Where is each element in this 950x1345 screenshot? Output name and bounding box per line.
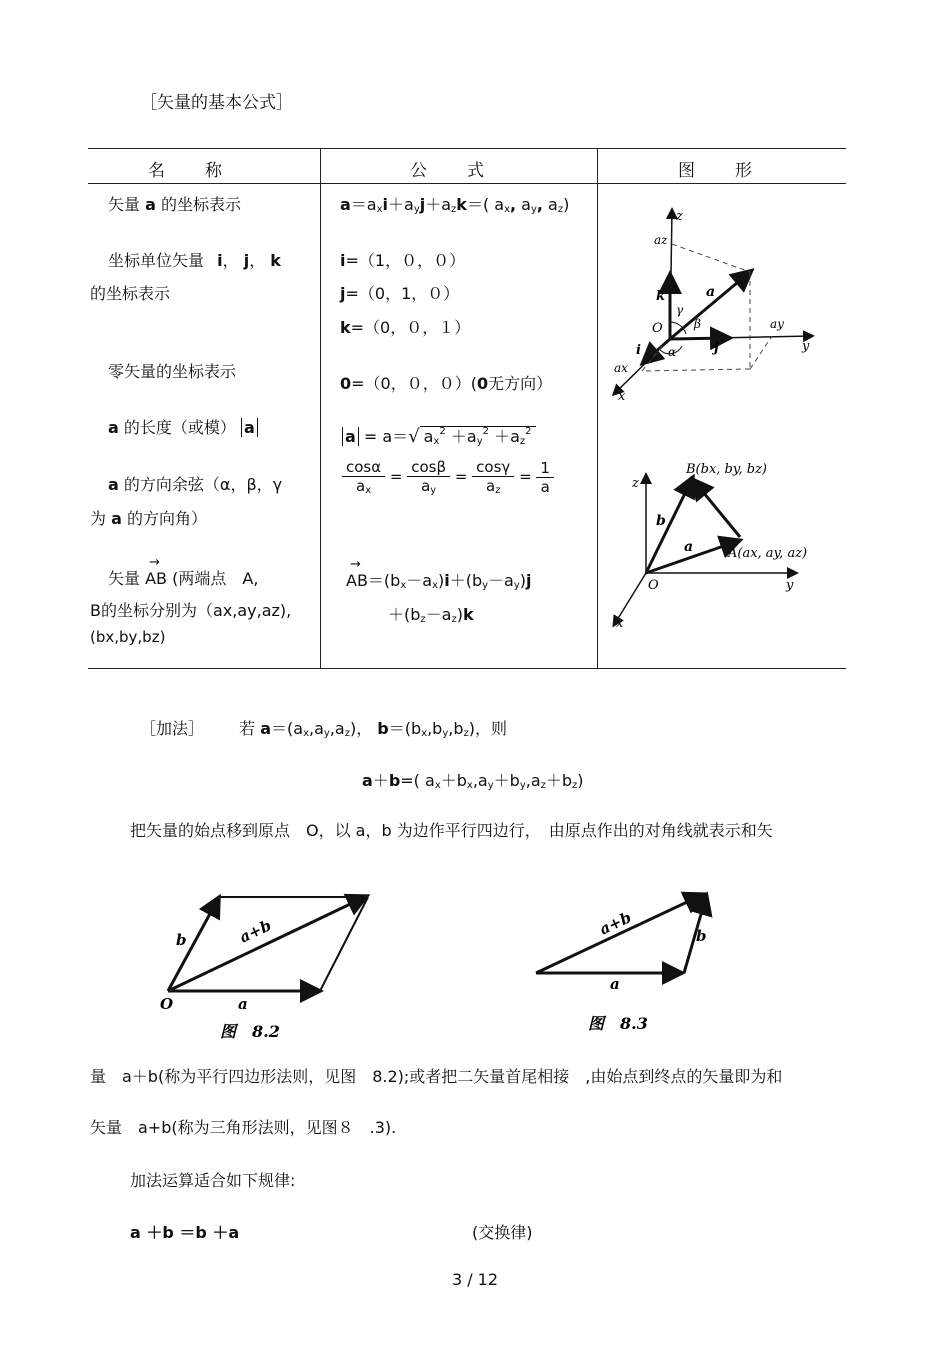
row-ab-label: 矢量 → AB (两端点 A, — [108, 566, 258, 589]
label-b: b — [176, 931, 187, 949]
row-length-label: a 的长度（或模） a — [108, 415, 258, 438]
addition-para-1: 把矢量的始点移到原点 O，以 a，b 为边作平行四边行， 由原点作出的对角线就表示和矢 — [130, 821, 773, 840]
row-cos-label-2: 为 a 的方向角） — [90, 509, 208, 528]
label-sum: a+b — [236, 916, 275, 947]
header-name: 名 称 — [148, 161, 224, 181]
row-zero-formula: 0=（0，０，０）(0无方向） — [340, 374, 553, 393]
label-O: O — [160, 995, 174, 1013]
label-ax: ax — [614, 361, 628, 375]
label-k: k — [656, 289, 666, 304]
label-beta: β — [694, 317, 701, 331]
label-O: O — [648, 578, 659, 593]
vector-i — [644, 339, 670, 362]
row-ab-formula: → $AB=(b_x-a_x)i+(b_y-a_y)j$ — [346, 568, 532, 591]
label-x: x — [618, 389, 626, 404]
row-length-formula: a = a＝√ $a_x^2 +a_y^2 +a_z^2$ — [342, 424, 536, 447]
row-cos-formula: $\frac{\cos\alpha}{a_x}$ = $\frac{\cos\beta}{a_y}$ = $\frac{\cos\gamma}{a_z}$ = $\frac{1}{a}$ — [342, 458, 554, 496]
row-coord-formula: $a=a_xi+a_yj+a_zk=$( $a_x$, $a_y$, $a_z$) — [340, 195, 570, 215]
label-a: a — [610, 975, 620, 993]
section-title: ［矢量的基本公式］ — [140, 93, 293, 113]
row-zero-label: 零矢量的坐标表示 — [108, 362, 237, 381]
vector-j — [670, 338, 728, 339]
figure-8-2 — [150, 885, 380, 1045]
vector-sum — [168, 897, 365, 991]
figure-8-3 — [530, 885, 730, 1035]
label-z: z — [676, 209, 683, 224]
figure-3d-coordinates — [600, 204, 820, 404]
table-col-divider-1 — [320, 148, 321, 668]
label-z: z — [632, 476, 639, 491]
table-bottom-border — [88, 668, 846, 669]
table-top-border — [88, 148, 846, 149]
row-ab-label-2: B的坐标分别为（ax,ay,az), — [90, 601, 292, 620]
addition-intro: ［加法］ 若 $a=(a_x,a_y,a_z)$， $b=(b_x,b_y,b_z)$，则 — [140, 719, 507, 739]
caption-fig-8-2: 图 8.2 — [220, 1022, 280, 1041]
label-gamma: γ — [676, 303, 684, 317]
addition-formula: a＋b=( $a_x+b_x,a_y+b_y,a_z+b_z$) — [362, 771, 584, 791]
label-a: a — [684, 539, 694, 555]
label-ay: ay — [770, 317, 784, 331]
table-col-divider-2 — [597, 148, 598, 668]
row-coord-label: 矢量 a 的坐标表示 — [108, 195, 242, 214]
row-ab-label-3: (bx,by,bz) — [90, 628, 166, 646]
page-number: 3 / 12 — [451, 1270, 499, 1289]
row-unit-label: 坐标单位矢量 i， j， k — [108, 251, 281, 270]
label-y: y — [786, 578, 794, 593]
label-j: j — [714, 341, 719, 356]
label-B: B(bx, by, bz) — [686, 462, 767, 477]
label-az: az — [654, 233, 668, 247]
commutative-law-name: (交换律) — [472, 1223, 533, 1242]
row-unit-label-2: 的坐标表示 — [90, 284, 171, 303]
addition-para-3: 矢量 a+b(称为三角形法则，见图８ .3). — [90, 1118, 397, 1137]
header-formula: 公 式 — [410, 161, 486, 181]
label-sum: a+b — [596, 908, 635, 939]
caption-fig-8-3: 图 8.3 — [588, 1014, 648, 1033]
row-cos-label: a 的方向余弦（α，β，γ — [108, 475, 283, 494]
row-unit-formula-k: k=（0，０，１） — [340, 318, 471, 337]
label-i: i — [636, 343, 641, 358]
label-y: y — [802, 339, 810, 354]
row-unit-formula-i: i=（1，０，０） — [340, 251, 466, 270]
label-O: O — [652, 321, 663, 336]
addition-para-4: 加法运算适合如下规律: — [130, 1171, 296, 1190]
label-x: x — [616, 616, 624, 631]
label-a: a — [238, 995, 248, 1013]
label-A: A(ax, ay, az) — [728, 546, 808, 561]
row-unit-formula-j: j=（0，1，０） — [340, 284, 460, 303]
label-alpha: α — [668, 345, 677, 359]
addition-para-2: 量 a＋b(称为平行四边形法则，见图 8.2);或者把二矢量首尾相接 ,由始点到终点的矢量即为和 — [90, 1067, 783, 1086]
table-header-border — [88, 183, 846, 184]
parallelogram-right — [320, 897, 368, 991]
row-ab-formula-2: $+(b_z-a_z)k$ — [388, 605, 474, 625]
vector-sum — [536, 895, 702, 973]
label-b: b — [696, 927, 707, 945]
commutative-law-formula: a ＋b ＝b ＋a — [130, 1223, 240, 1242]
label-b: b — [656, 513, 666, 529]
header-figure: 图 形 — [678, 161, 754, 181]
label-a: a — [706, 284, 716, 300]
vector-ab — [694, 481, 740, 537]
figure-3d-ab — [600, 455, 820, 635]
